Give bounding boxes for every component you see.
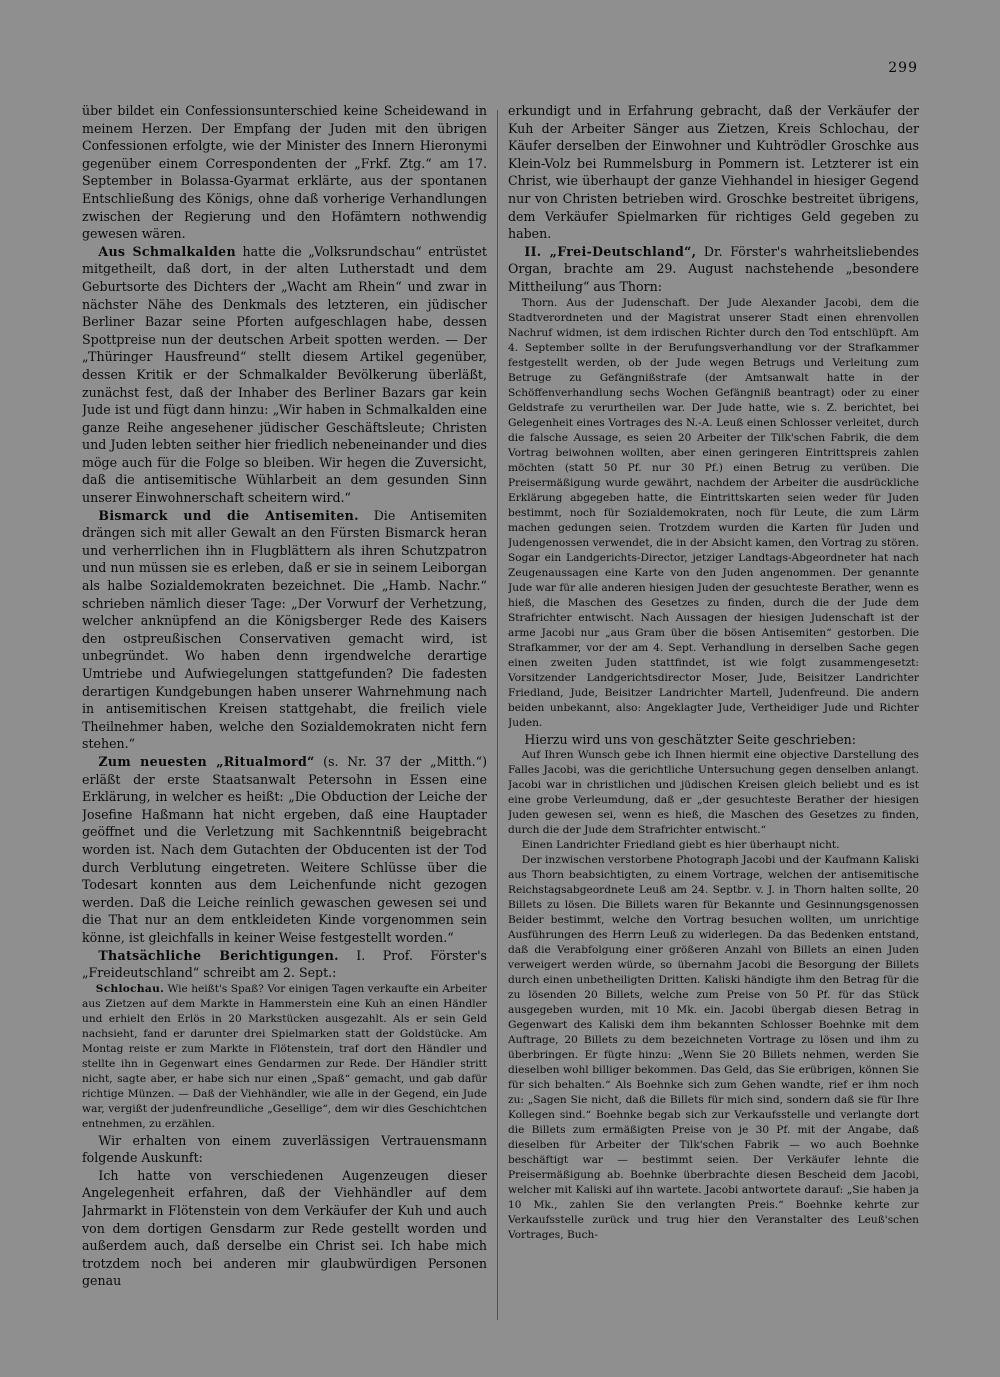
article-body: (s. Nr. 37 der „Mitth.“) erläßt der erste Staatsanwalt Petersohn in Essen eine Erklärung, in welcher es heißt: „Die Obduction der Leiche der Josefine Haßmann hat nicht ergeben, daß eine Hauptader geöffnet und die Verletzung mit Sachkenntniß beigebracht worden ist. Nach dem Gutachten der Obducenten ist der Tod durch Verblutung eingetreten. Weitere Schlüsse über die Todesart konnten aus dem Leichenfunde nicht gezogen werden. Daß die Leiche reinlich gewaschen gewesen sei und die That nur an dem entkleideten Kinde vorgenommen sein könne, ist gleichfalls in keiner Weise festgestellt worden.“ (82, 753, 487, 945)
paragraph: über bildet ein Confessionsunterschied keine Scheidewand in meinem Herzen. Der Empfang der Juden mit den übrigen Confessionen erfolgte, wie der Minister des Innern Hieronymi gegenüber einem Correspondenten der „Frkf. Ztg.“ am 17. September in Bolassa-Gyarmat erklärte, aus der spontanen Entschließung des Königs, ohne daß vorherige Verhandlungen zwischen der Regierung und den Hofämtern nothwendig gewesen wären. (82, 103, 487, 242)
article-heading: Aus Schmalkalden (98, 243, 236, 259)
article-body: Dr. Förster's wahrheitsliebendes Organ, brachte am 29. August nachstehende „besondere Mittheilung“ aus Thorn: (508, 243, 919, 294)
article-heading: Zum neuesten „Ritualmord“ (98, 753, 315, 769)
article-berichtigungen (82, 947, 487, 982)
article-heading: II. „Frei-Deutschland“, (524, 243, 697, 259)
quoted-report: Thorn. Aus der Judenschaft. Der Jude Alexander Jacobi, dem die Stadtverordneten und der Magistrat unserer Stadt einen ehrenvollen Nachruf widmen, ist dem irdischen Richter durch den Tod entschlüpft. Am 4. September sollte in der Berufungsverhandlung vor der Strafkammer festgestellt werden, ob der Jude wegen Betrugs und Verleitung zum Betruge zu Gefängnißstrafe (der Amtsanwalt hatte in der Schöffenverhandlung sechs Wochen Gefängniß beantragt) oder zu einer Geldstrafe zu verurtheilen war. Der Jude hatte, wie s. Z. berichtet, bei Gelegenheit eines Vortrages des N.-A. Leuß einen Schlosser verleitet, durch die falsche Aussage, es seien 20 Arbeiter der Tilk'schen Fabrik, die dem Vortrag beiwohnen wollten, aber einen geringeren Eintrittspreis zahlen möchten (statt 50 Pf. nur 30 Pf.) einen Betrug zu verüben. Die Preisermäßigung wurde gewährt, nachdem der Arbeiter die ausdrückliche Erklärung abgegeben hatte, die Eintrittskarten seien weder für Juden bestimmt, noch für Sozialdemokraten, noch für Leute, die zum Lärm machen gedungen seien. Trotzdem wurden die Karten für Juden und Judengenossen verwendet, die in der Absicht kamen, den Vortrag zu stören. Sogar ein Landgerichts-Director, jetziger Landtags-Abgeordneter hat nach Zeugenaussagen eine Karte von den Juden angenommen. Der genannte Jude war für alle anderen hiesigen Juden der gesuchteste Berather, wenn es hieß, die Maschen des Gesetzes zu finden, durch die der Jude dem Strafrichter entwischt. Nach Aussagen der hiesigen Judenschaft ist der arme Jacobi nur „aus Gram über die bösen Antisemiten“ gestorben. Die Strafkammer, vor der am 4. Sept. Verhandlung in derselben Sache gegen einen zweiten Juden stattfindet, ist wie folgt zusammengesetzt: Vorsitzender Landgerichtsdirector Moser, Jude, Beisitzer Landrichter Friedland, Jude, Beisitzer Landrichter Martell, Judenfreund. Die andern beiden unbekannt, also: Angeklagter Jude, Vertheidiger Jude und Richter Juden. (508, 296, 919, 729)
article-heading: Schlochau. (95, 982, 165, 995)
paragraph: erkundigt und in Erfahrung gebracht, daß der Verkäufer der Kuh der Arbeiter Sänger aus Zietzen, Kreis Schlochau, der Käufer derselben der Einwohner und Kuhtrödler Groschke aus Klein-Volz bei Rummelsburg in Pommern ist. Letzterer ist ein Christ, wie überhaupt der ganze Viehhandel in hiesiger Gegend nur von Christen betrieben wird. Groschke bestreitet übrigens, dem Verkäufer Spielmarken für richtiges Geld gegeben zu haben. (508, 103, 919, 242)
article-body: I. Prof. Förster's „Freideutschland“ schreibt am 2. Sept.: (82, 947, 487, 981)
column-divider (497, 110, 498, 1320)
article-body: Wie heißt's Spaß? Vor einigen Tagen verkaufte ein Arbeiter aus Zietzen auf dem Markte in Hammerstein eine Kuh an einen Händler und erhielt den Erlös in 20 Markstücken ausgezahlt. Als er sein Geld nachsieht, fand er darunter drei Spielmarken statt der Goldstücke. Am Montag reiste er zum Markte in Flötenstein, traf dort den Händler und stellte ihn in Gegenwart eines Gendarmen zur Rede. Der Händler stritt nicht, sagte aber, er habe sich nur einen „Spaß“ gemacht, und gab dafür richtige Münzen. — Daß der Viehhändler, wie alle in der Gegend, ein Jude war, vergißt der judenfreundliche „Gesellige“, dem wir dies Geschichtchen entnehmen, zu erzählen. (82, 982, 487, 1130)
quoted-report (82, 982, 487, 1132)
left-column (82, 102, 487, 1327)
letter-paragraph: Einen Landrichter Friedland giebt es hier überhaupt nicht. (521, 839, 840, 852)
article-frei-deutschland (508, 243, 919, 296)
paragraph: Wir erhalten von einem zuverlässigen Vertrauensmann folgende Auskunft: (82, 1132, 487, 1166)
right-column (508, 102, 919, 1327)
article-body: hatte die „Volksrundschau“ entrüstet mitgetheilt, daß dort, in der alten Lutherstadt und dem Geburtsorte des Dichters der „Wacht am Rhein“ und zwar in nächster Nähe des Denkmals des letzteren, ein jüdischer Berliner Bazar seine Pforten aufgeschlagen habe, dessen Spottpreise nun der deutschen Arbeit spotten werden. — Der „Thüringer Hausfreund“ stellt diesem Artikel gegenüber, dessen Kritik er der Schmalkalder Bevölkerung überläßt, zunächst fest, daß der Inhaber des Berliner Bazars gar kein Jude ist und fügt dann hinzu: „Wir haben in Schmalkalden eine ganze Reihe angesehener jüdischer Geschäftsleute; Christen und Juden lebten seither hier friedlich nebeneinander und dies möge auch für die Folge so bleiben. Wir hegen die Zuversicht, daß die antisemitische Wühlarbeit an dem gesunden Sinn unserer Einwohnerschaft scheitern wird.“ (82, 243, 487, 506)
paragraph: Ich hatte von verschiedenen Augenzeugen dieser Angelegenheit erfahren, daß der Viehhändler auf dem Jahrmarkt in Flötenstein von dem Verkäufer der Kuh und auch von dem dortigen Gensdarm zur Rede gestellt worden und außerdem auch, daß derselbe ein Christ sei. Ich habe mich trotzdem noch bei anderen mir glaubwürdigen Personen genau (82, 1167, 487, 1289)
letter-paragraph: Auf Ihren Wunsch gebe ich Ihnen hiermit eine objective Darstellung des Falles Jacobi, was die gerichtliche Untersuchung gegen denselben anlangt. Jacobi war in christlichen und jüdischen Kreisen gleich beliebt und es ist eine grobe Verleumdung, daß er „der gesuchteste Berather der hiesigen Juden gewesen sei, wenn es hieß, die Maschen des Gesetzes zu finden, durch die der Jude dem Strafrichter entwischt.“ (508, 749, 919, 837)
article-schmalkalden (82, 243, 487, 507)
article-heading: Bismarck und die Antisemiten. (98, 507, 359, 523)
article-body: Die Antisemiten drängen sich mit aller Gewalt an den Fürsten Bismarck heran und verherrlichen ihn in Flugblättern als ihren Schutzpatron und nun müssen sie es erleben, daß er sie in seinem Leiborgan als halbe Sozialdemokraten bezeichnet. Die „Hamb. Nachr.“ schrieben nämlich dieser Tage: „Der Vorwurf der Verhetzung, welcher anknüpfend an die Königsberger Rede des Kaisers den ostpreußischen Conservativen gemacht wird, ist unbegründet. Wo haben denn irgendwelche derartige Umtriebe und Aufwiegelungen stattgefunden? Die fadesten derartigen Kundgebungen haben unserer Wahrnehmung nach in antisemitischen Kreisen stattgehabt, die freilich viele Theilnehmer haben, welche den Sozialdemokraten nicht fern stehen.“ (82, 507, 487, 752)
article-bismarck (82, 507, 487, 753)
letter-paragraph: Der inzwischen verstorbene Photograph Jacobi und der Kaufmann Kaliski aus Thorn beabsichtigten, zu einem Vortrage, welchen der antisemitische Reichstagsabgeordnete Leuß am 24. Septbr. v. J. in Thorn halten sollte, 20 Billets zu lösen. Die Billets waren für Bekannte und Gesinnungsgenossen Beider bestimmt, welche den Vortrag besuchen wollten, um unrichtige Ausführungen des Herrn Leuß zu widerlegen. Da das Bedenken entstand, daß die Verabfolgung einer größeren Anzahl von Billets an einen Juden verweigert werden würde, so übernahm Jacobi die Besorgung der Billets durch einen unbetheiligten Dritten. Kaliski händigte ihm den Betrag für die zu lösenden 20 Billets, welche zum Preise von 50 Pf. für das Stück ausgegeben wurden, mit 10 Mk. ein. Jacobi übergab diesen Betrag in Gegenwart des Kaliski dem ihm bekannten Schlosser Boehnke mit dem Auftrage, 20 Billets zu dem bezeichneten Vortrage zu lösen und ihm zu überbringen. Er fügte hinzu: „Wenn Sie 20 Billets nehmen, werden Sie dieselben wohl billiger bekommen. Das Geld, das Sie erübrigen, können Sie für sich behalten.“ Als Boehnke sich zum Gehen wandte, rief er ihm noch zu: „Sagen Sie nicht, daß die Billets für mich sind, sondern daß sie für Ihre Kollegen sind.“ Boehnke begab sich zur Verkaufsstelle und verlangte dort die Billets zum ermäßigten Preise von je 30 Pf. mit der Angabe, daß dieselben für Arbeiter der Tilk'schen Fabrik — wo auch Boehnke beschäftigt war — bestimmt seien. Der Verkäufer lehnte die Preisermäßigung ab. Boehnke überbrachte diesen Bescheid dem Jacobi, welcher mit Kaliski auf ihn wartete. Jacobi antwortete darauf: „Sie haben ja 10 Mk., zahlen Sie den verlangten Preis.“ Boehnke kehrte zur Verkaufsstelle zurück und trug hier den Veranstalter des Leuß'schen Vortrages, Buch- (508, 854, 919, 1242)
page-number: 299 (888, 60, 918, 76)
article-ritualmord (82, 753, 487, 947)
article-heading: Thatsächliche Berichtigungen. (98, 947, 339, 963)
paragraph: Hierzu wird uns von geschätzter Seite geschrieben: (524, 731, 857, 747)
